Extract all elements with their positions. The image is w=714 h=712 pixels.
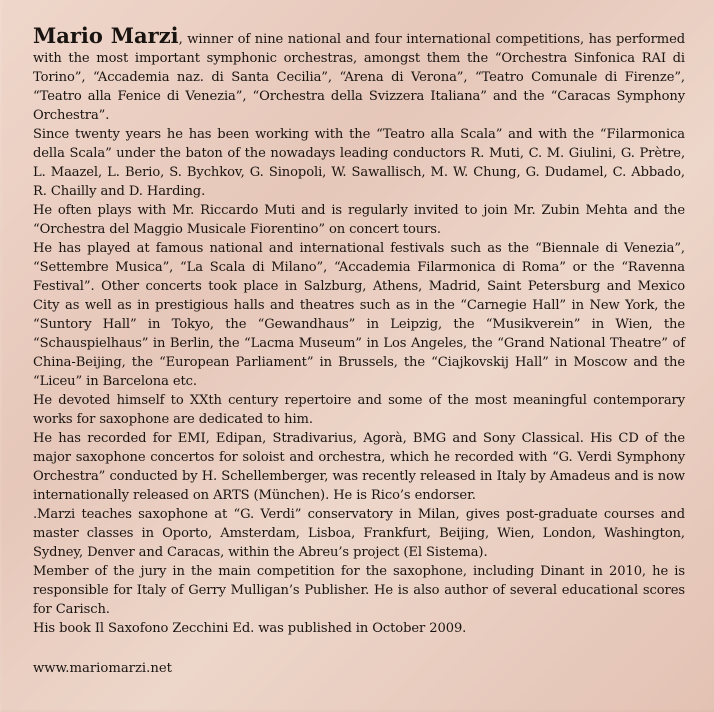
biography-page bbox=[33, 23, 685, 678]
website-link[interactable]: www.mariomarzi.net bbox=[33, 661, 172, 676]
paragraph-jury: Member of the jury in the main competition for the saxophone, including Dinant in 2010, he is responsible for Italy of Gerry Mulligan’s Publisher. He is also author of several educational scores for Carisch. bbox=[33, 564, 685, 617]
intro-text: , winner of nine national and four international competitions, has performed with the most important symphonic orchestras, amongst them the “Orchestra Sinfonica RAI di Torino”, “Accademia naz. di Santa Cecilia”, “Arena di Verona”, “Teatro Comunale di Firenze”, “Teatro alla Fenice di Venezia”, “Orchestra della Svizzera Italiana” and the “Caracas Symphony Orchestra”. bbox=[33, 32, 685, 123]
intro-paragraph bbox=[33, 23, 685, 125]
paragraph-recordings: He has recorded for EMI, Edipan, Stradivarius, Agorà, BMG and Sony Classical. His CD of the major saxophone concertos for soloist and orchestra, which he recorded with “G. Verdi Symphony Orchestra” conducted by H. Schellemberger, was recently released in Italy by Amadeus and is now internationally released on ARTS (München). He is Rico’s endorser. bbox=[33, 431, 685, 503]
biography-text bbox=[33, 23, 685, 638]
paragraph-repertoire: He devoted himself to XXth century repertoire and some of the most meaningful contemporary works for saxophone are dedicated to him. bbox=[33, 393, 685, 427]
artist-name: Mario Marzi bbox=[33, 23, 179, 48]
paragraph-book: His book Il Saxofono Zecchini Ed. was published in October 2009. bbox=[33, 621, 467, 636]
paragraph-teaching: .Marzi teaches saxophone at “G. Verdi” conservatory in Milan, gives post-graduate courses and master classes in Oporto, Amsterdam, Lisboa, Frankfurt, Beijing, Wien, London, Washington, Sydney, Denver and Caracas, within the Abreu’s project (El Sistema). bbox=[33, 507, 685, 560]
paragraph-muti-mehta: He often plays with Mr. Riccardo Muti and is regularly invited to join Mr. Zubin Mehta and the “Orchestra del Maggio Musicale Fiorentino” on concert tours. bbox=[33, 203, 685, 237]
paragraph-la-scala: Since twenty years he has been working with the “Teatro alla Scala” and with the “Filarmonica della Scala” under the baton of the nowadays leading conductors R. Muti, C. M. Giulini, G. Prètre, L. Maazel, L. Berio, S. Bychkov, G. Sinopoli, W. Sawallisch, M. W. Chung, G. Dudamel, C. Abbado, R. Chailly and D. Harding. bbox=[33, 127, 685, 199]
paragraph-festivals: He has played at famous national and international festivals such as the “Biennale di Venezia”, “Settembre Musica”, “La Scala di Milano”, “Accademia Filarmonica di Roma” or the “Ravenna Festival”. Other concerts took place in Salzburg, Athens, Madrid, Saint Petersburg and Mexico City as well as in prestigious halls and theatres such as in the “Carnegie Hall” in New York, the “Suntory Hall” in Tokyo, the “Gewandhaus” in Leipzig, the “Musikverein” in Wien, the “Schauspielhaus” in Berlin, the “Lacma Museum” in Los Angeles, the “Grand National Theatre” of China-Beijing, the “European Parliament” in Brussels, the “Ciajkovskij Hall” in Moscow and the “Liceu” in Barcelona etc. bbox=[33, 241, 685, 389]
